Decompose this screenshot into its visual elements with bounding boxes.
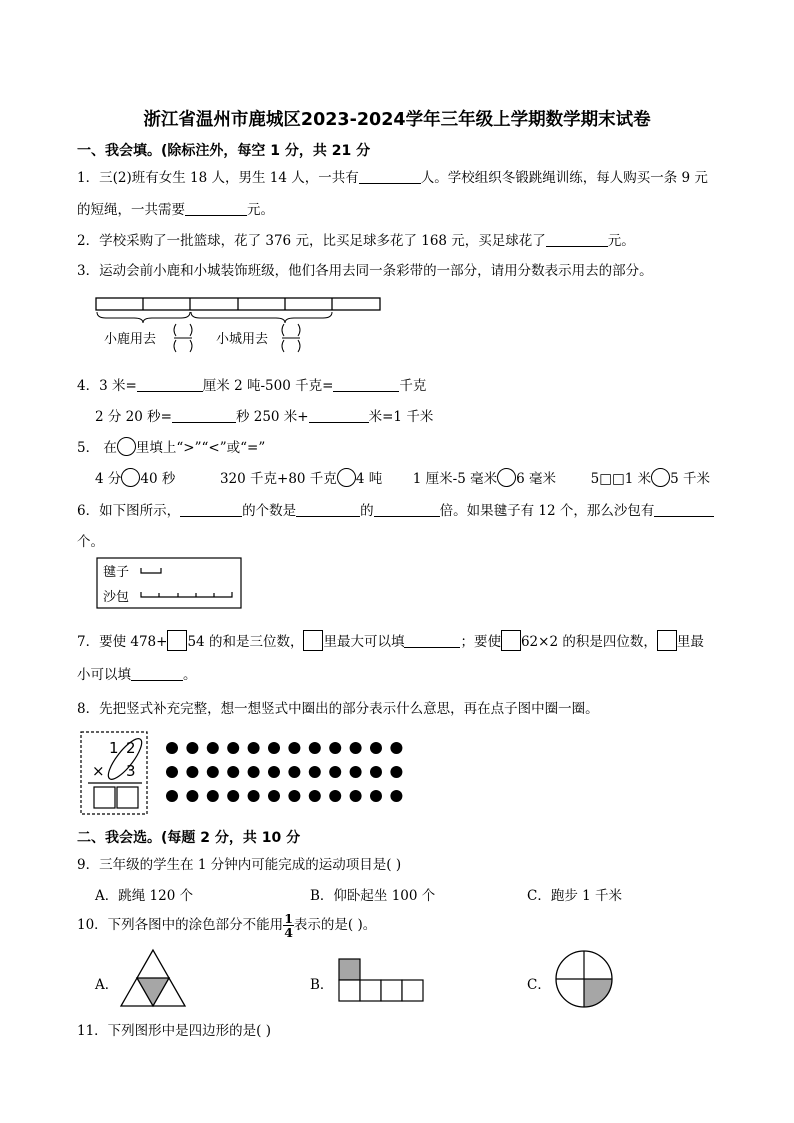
q9-option-b[interactable]: B．仰卧起坐 100 个 xyxy=(310,888,436,904)
question-9-text: 9．三年级的学生在 1 分钟内可能完成的运动项目是( ) xyxy=(77,857,402,873)
q5-item4-b: 5 千米 xyxy=(670,471,710,487)
q5-item3-b: 6 毫米 xyxy=(516,471,557,487)
q2-text-a: 2．学校采购了一批篮球，花了 376 元，比买足球多花了 168 元，买足球花了 xyxy=(77,233,546,249)
dot[interactable] xyxy=(227,766,239,778)
q7-text-e: 62×2 的积是四位数， xyxy=(520,634,657,650)
q7-text-b: 54 的和是三位数， xyxy=(187,634,304,650)
question-2 xyxy=(77,229,635,249)
q7-text-g: 小可以填 xyxy=(77,667,131,683)
square-4 xyxy=(402,980,423,1001)
q7-box-ref-1 xyxy=(303,630,323,651)
shaded-square xyxy=(339,959,360,980)
page-title: 浙江省温州市鹿城区2023-2024学年三年级上学期数学期末试卷 xyxy=(143,110,651,130)
label-xiaolu: 小鹿用去 xyxy=(104,332,157,347)
dot[interactable] xyxy=(248,766,260,778)
dot[interactable] xyxy=(370,790,382,802)
question-11-text: 11．下列图形中是四边形的是( ) xyxy=(77,1023,272,1039)
fraction-blank-a[interactable] xyxy=(174,324,192,352)
q10-option-b-label[interactable]: B． xyxy=(310,977,334,993)
q5-circle-2[interactable] xyxy=(337,468,356,487)
q7-text-a: 7．要使 478+ xyxy=(77,634,168,650)
dot[interactable] xyxy=(166,790,178,802)
q1-blank-1[interactable] xyxy=(359,170,421,184)
dot[interactable] xyxy=(248,742,260,754)
question-1-line2 xyxy=(77,198,274,218)
dot[interactable] xyxy=(370,766,382,778)
dot[interactable] xyxy=(268,742,280,754)
q5-item1-b: 40 秒 xyxy=(140,471,176,487)
q7-text-h: 。 xyxy=(183,667,197,683)
q5-text-b: 里填上“>”“<”或“=” xyxy=(135,440,266,456)
q7-text-f: 里最 xyxy=(676,634,704,650)
dot[interactable] xyxy=(329,742,341,754)
q4-text-b: 厘米 2 吨-500 千克= xyxy=(202,378,334,394)
dot[interactable] xyxy=(288,790,300,802)
dot[interactable] xyxy=(268,766,280,778)
question-10-text xyxy=(77,912,376,939)
ribbon-figure xyxy=(94,290,388,362)
q9-option-c[interactable]: C．跑步 1 千米 xyxy=(527,888,623,904)
q6-blank-1[interactable] xyxy=(180,503,242,517)
q4-blank-2[interactable] xyxy=(333,378,399,392)
question-8-text: 8．先把竖式补充完整，想一想竖式中圈出的部分表示什么意思，再在点子图中圈一圈。 xyxy=(77,701,599,717)
q6-text-d: 倍。如果毽子有 12 个，那么沙包有 xyxy=(439,503,655,519)
dot[interactable] xyxy=(329,766,341,778)
question-7-line1 xyxy=(77,630,704,651)
brace-a xyxy=(97,312,190,323)
q4-text-e: 秒 250 米+ xyxy=(235,409,309,425)
q10-text-a: 10．下列各图中的涂色部分不能用 xyxy=(77,917,284,933)
q4-text-c: 千克 xyxy=(399,378,427,394)
square-1 xyxy=(339,980,360,1001)
q6-text-c: 的 xyxy=(360,503,374,519)
q5-item1-a: 4 分 xyxy=(95,471,122,487)
digit-3: 3 xyxy=(126,762,136,780)
dot[interactable] xyxy=(309,790,321,802)
q2-text-b: 元。 xyxy=(607,233,635,249)
digit-1: 1 xyxy=(109,739,119,757)
dot[interactable] xyxy=(227,742,239,754)
dot[interactable] xyxy=(166,766,178,778)
fraction-one-quarter xyxy=(283,912,294,939)
q5-circle-4[interactable] xyxy=(651,468,670,487)
times-sign: × xyxy=(92,762,105,780)
dot[interactable] xyxy=(309,742,321,754)
question-3-text: 3．运动会前小鹿和小城装饰班级，他们各用去同一条彩带的一部分，请用分数表示用去的部分。 xyxy=(77,263,653,279)
dot[interactable] xyxy=(350,790,362,802)
q1-text-a: 1．三(2)班有女生 18 人，男生 14 人，一共有 xyxy=(77,170,359,186)
question-5-line1 xyxy=(77,436,265,456)
square-2 xyxy=(360,980,381,1001)
q7-box-2[interactable] xyxy=(501,630,521,651)
question-1-line1 xyxy=(77,166,708,186)
square-3 xyxy=(381,980,402,1001)
label-shabao: 沙包 xyxy=(103,590,130,605)
q7-box-ref-2 xyxy=(657,630,677,651)
dot[interactable] xyxy=(186,766,198,778)
label-jianzi: 毽子 xyxy=(103,565,130,580)
dot[interactable] xyxy=(207,790,219,802)
q10-option-a-label[interactable]: A． xyxy=(95,977,119,993)
q9-option-a[interactable]: A．跳绳 120 个 xyxy=(95,888,194,904)
dot[interactable] xyxy=(370,742,382,754)
answer-box-2[interactable] xyxy=(117,787,138,808)
answer-box-1[interactable] xyxy=(94,787,115,808)
dot[interactable] xyxy=(288,742,300,754)
squares-figure[interactable] xyxy=(336,956,428,1006)
dot-array xyxy=(160,737,416,807)
triangle-figure[interactable] xyxy=(118,947,188,1009)
question-4-line1 xyxy=(77,374,426,394)
q4-text-a: 4．3 米= xyxy=(77,378,137,394)
section-1-heading: 一、我会填。(除标注外，每空 1 分，共 21 分 xyxy=(77,143,371,159)
dot[interactable] xyxy=(227,790,239,802)
q6-blank-4[interactable] xyxy=(654,503,714,517)
vertical-multiplication xyxy=(80,731,148,815)
q4-text-f: 米=1 千米 xyxy=(368,409,434,425)
q5-item2-b: 4 吨 xyxy=(355,471,383,487)
dot[interactable] xyxy=(329,790,341,802)
q7-text-d: ；要使 xyxy=(460,634,501,650)
q1-text-b: 人。学校组织冬锻跳绳训练，每人购买一条 9 元 xyxy=(420,170,708,186)
brace-b xyxy=(191,312,332,323)
q4-text-d: 2 分 20 秒= xyxy=(95,409,172,425)
q1-text-d: 元。 xyxy=(247,202,274,218)
q5-item4-a: 5□□1 米 xyxy=(590,471,652,487)
q4-blank-4[interactable] xyxy=(309,409,369,423)
q10-option-c-label[interactable]: C． xyxy=(527,977,551,993)
q6-blank-2[interactable] xyxy=(296,503,360,517)
dot[interactable] xyxy=(288,766,300,778)
q1-blank-2[interactable] xyxy=(185,202,247,216)
q7-box-1[interactable] xyxy=(167,630,187,651)
dot[interactable] xyxy=(309,766,321,778)
q7-blank-1[interactable] xyxy=(404,634,460,648)
question-5-line2 xyxy=(95,467,710,487)
dot[interactable] xyxy=(390,766,402,778)
question-6-line1 xyxy=(77,499,714,519)
circle-figure[interactable] xyxy=(553,948,615,1010)
question-6-line2: 个。 xyxy=(77,534,104,550)
q4-blank-3[interactable] xyxy=(172,409,236,423)
fraction-numerator: 1 xyxy=(284,911,293,926)
q6-blank-3[interactable] xyxy=(374,503,440,517)
circle-icon xyxy=(117,437,136,456)
label-xiaocheng: 小城用去 xyxy=(216,332,269,347)
dot[interactable] xyxy=(207,742,219,754)
question-7-line2 xyxy=(77,663,197,683)
dot[interactable] xyxy=(350,766,362,778)
dot[interactable] xyxy=(248,790,260,802)
dot[interactable] xyxy=(207,766,219,778)
q5-item2-a: 320 千克+80 千克 xyxy=(219,471,337,487)
q5-circle-1[interactable] xyxy=(121,468,140,487)
fraction-denominator: 4 xyxy=(284,925,293,940)
dot[interactable] xyxy=(390,790,402,802)
q6-text-b: 的个数是 xyxy=(242,503,297,519)
q10-text-b: 表示的是( )。 xyxy=(293,917,377,933)
q5-text-a: 5． 在 xyxy=(77,440,117,456)
dot[interactable] xyxy=(268,790,280,802)
question-4-line2 xyxy=(95,405,433,425)
section-2-heading: 二、我会选。(每题 2 分，共 10 分 xyxy=(77,830,301,846)
q2-blank[interactable] xyxy=(546,233,608,247)
dot[interactable] xyxy=(186,742,198,754)
digit-2: 2 xyxy=(126,739,136,757)
q7-text-c: 里最大可以填 xyxy=(323,634,405,650)
dot[interactable] xyxy=(166,742,178,754)
q5-circle-3[interactable] xyxy=(497,468,516,487)
q7-blank-2[interactable] xyxy=(131,667,183,681)
fraction-blank-b[interactable] xyxy=(282,324,300,352)
q4-blank-1[interactable] xyxy=(137,378,203,392)
q1-text-c: 的短绳，一共需要 xyxy=(77,202,185,218)
dot[interactable] xyxy=(390,742,402,754)
q5-item3-a: 1 厘米-5 毫米 xyxy=(412,471,498,487)
q6-text-a: 6．如下图所示， xyxy=(77,503,181,519)
dot[interactable] xyxy=(350,742,362,754)
shuttlecock-sandbag-figure xyxy=(96,557,244,611)
dot[interactable] xyxy=(186,790,198,802)
